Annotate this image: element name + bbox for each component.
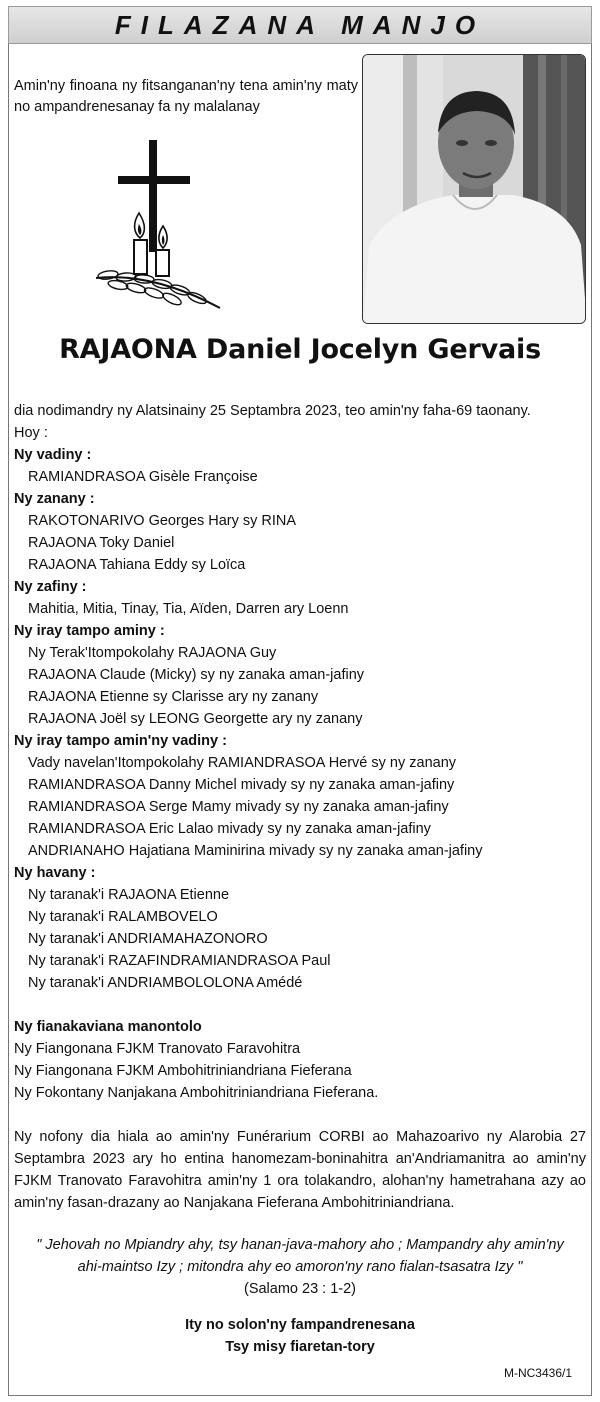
- close-friends-heading: Ny fianakaviana manontolo: [14, 1019, 202, 1035]
- organization-line: Ny Fiangonana FJKM Tranovato Faravohitra: [14, 1041, 301, 1057]
- closing-line: Ity no solon'ny fampandrenesana: [185, 1317, 415, 1333]
- funeral-info: Ny nofony dia hiala ao amin'ny Funérarium CORBI ao Mahazoarivo ny Alarobia 27 Septambra 2023 ary ho entina hanomezam-boninahitra an'Andriamanitra ao amin'ny FJKM Tranovato Faravohitra amin'ny 1 ora tolakandro, alohan'ny hametrahana azy ao amin'ny fasan-drazany ao Nanjakana Fieferana Ambohitriniandriana.: [14, 1129, 586, 1211]
- deceased-name: RAJAONA Daniel Jocelyn Gervais: [59, 334, 541, 365]
- family-member: Ny taranak'i RAJAONA Etienne: [28, 887, 230, 903]
- family-heading: Ny iray tampo amin'ny vadiny :: [14, 733, 227, 749]
- family-heading: Ny zanany :: [14, 491, 95, 507]
- family-member: RAJAONA Tahiana Eddy sy Loïca: [28, 557, 246, 573]
- family-member: Ny taranak'i ANDRIAMAHAZONORO: [28, 931, 268, 947]
- hoy-label: Hoy :: [14, 425, 48, 441]
- family-heading: Ny iray tampo aminy :: [14, 623, 165, 639]
- family-member: RAMIANDRASOA Danny Michel mivady sy ny zanaka aman-jafiny: [28, 777, 455, 793]
- header-banner: [8, 6, 592, 44]
- family-member: Mahitia, Mitia, Tinay, Tia, Aïden, Darren ary Loenn: [28, 601, 349, 617]
- banner-title: FILAZANA MANJO: [114, 9, 486, 40]
- intro-text: Amin'ny finoana ny fitsanganan'ny tena amin'ny maty no ampandrenesanay fa ny malalanay: [14, 78, 358, 115]
- family-member: RAKOTONARIVO Georges Hary sy RINA: [28, 513, 297, 529]
- family-member: RAMIANDRASOA Gisèle Françoise: [28, 469, 258, 485]
- family-member: Ny taranak'i RALAMBOVELO: [28, 909, 218, 925]
- bible-quote: " Jehovah no Mpiandry ahy, tsy hanan-java-mahory aho ; Mampandry ahy amin'ny ahi-maintso Izy ; mitondra ahy eo amoron'ny rano fialan-tsasatra Izy ": [36, 1237, 564, 1275]
- notice-body: [14, 400, 586, 1358]
- organization-line: Ny Fiangonana FJKM Ambohitriniandriana Fieferana: [14, 1063, 352, 1079]
- family-member: RAMIANDRASOA Eric Lalao mivady sy ny zanaka aman-jafiny: [28, 821, 431, 837]
- death-notice: dia nodimandry ny Alatsinainy 25 Septambra 2023, teo amin'ny faha-69 taonany.: [14, 403, 531, 419]
- spacer: [14, 1104, 586, 1126]
- family-member: RAMIANDRASOA Serge Mamy mivady sy ny zanaka aman-jafiny: [28, 799, 449, 815]
- family-member: RAJAONA Toky Daniel: [28, 535, 175, 551]
- organization-line: Ny Fokontany Nanjakana Ambohitriniandriana Fieferana.: [14, 1085, 379, 1101]
- family-member: Ny Terak'Itompokolahy RAJAONA Guy: [28, 645, 277, 661]
- family-heading: Ny havany :: [14, 865, 96, 881]
- family-member: RAJAONA Etienne sy Clarisse ary ny zanany: [28, 689, 319, 705]
- closing-line: Tsy misy fiaretan-tory: [225, 1339, 375, 1355]
- bible-reference: (Salamo 23 : 1-2): [243, 1281, 357, 1297]
- family-member: Vady navelan'Itompokolahy RAMIANDRASOA Hervé sy ny zanany: [28, 755, 457, 771]
- reference-code: M-NC3436/1: [503, 1366, 572, 1380]
- family-member: Ny taranak'i RAZAFINDRAMIANDRASOA Paul: [28, 953, 331, 969]
- deceased-portrait: [362, 54, 586, 324]
- family-heading: Ny zafiny :: [14, 579, 87, 595]
- closing-notes: [14, 1314, 586, 1358]
- family-heading: Ny vadiny :: [14, 447, 92, 463]
- family-member: RAJAONA Joël sy LEONG Georgette ary ny zanany: [28, 711, 363, 727]
- spacer: [14, 994, 586, 1016]
- family-member: Ny taranak'i ANDRIAMBOLOLONA Amédé: [28, 975, 303, 991]
- family-member: RAJAONA Claude (Micky) sy ny zanaka aman-jafiny: [28, 667, 365, 683]
- cross-candles-icon: [92, 138, 227, 316]
- family-member: ANDRIANAHO Hajatiana Maminirina mivady sy ny zanaka aman-jafiny: [28, 843, 483, 859]
